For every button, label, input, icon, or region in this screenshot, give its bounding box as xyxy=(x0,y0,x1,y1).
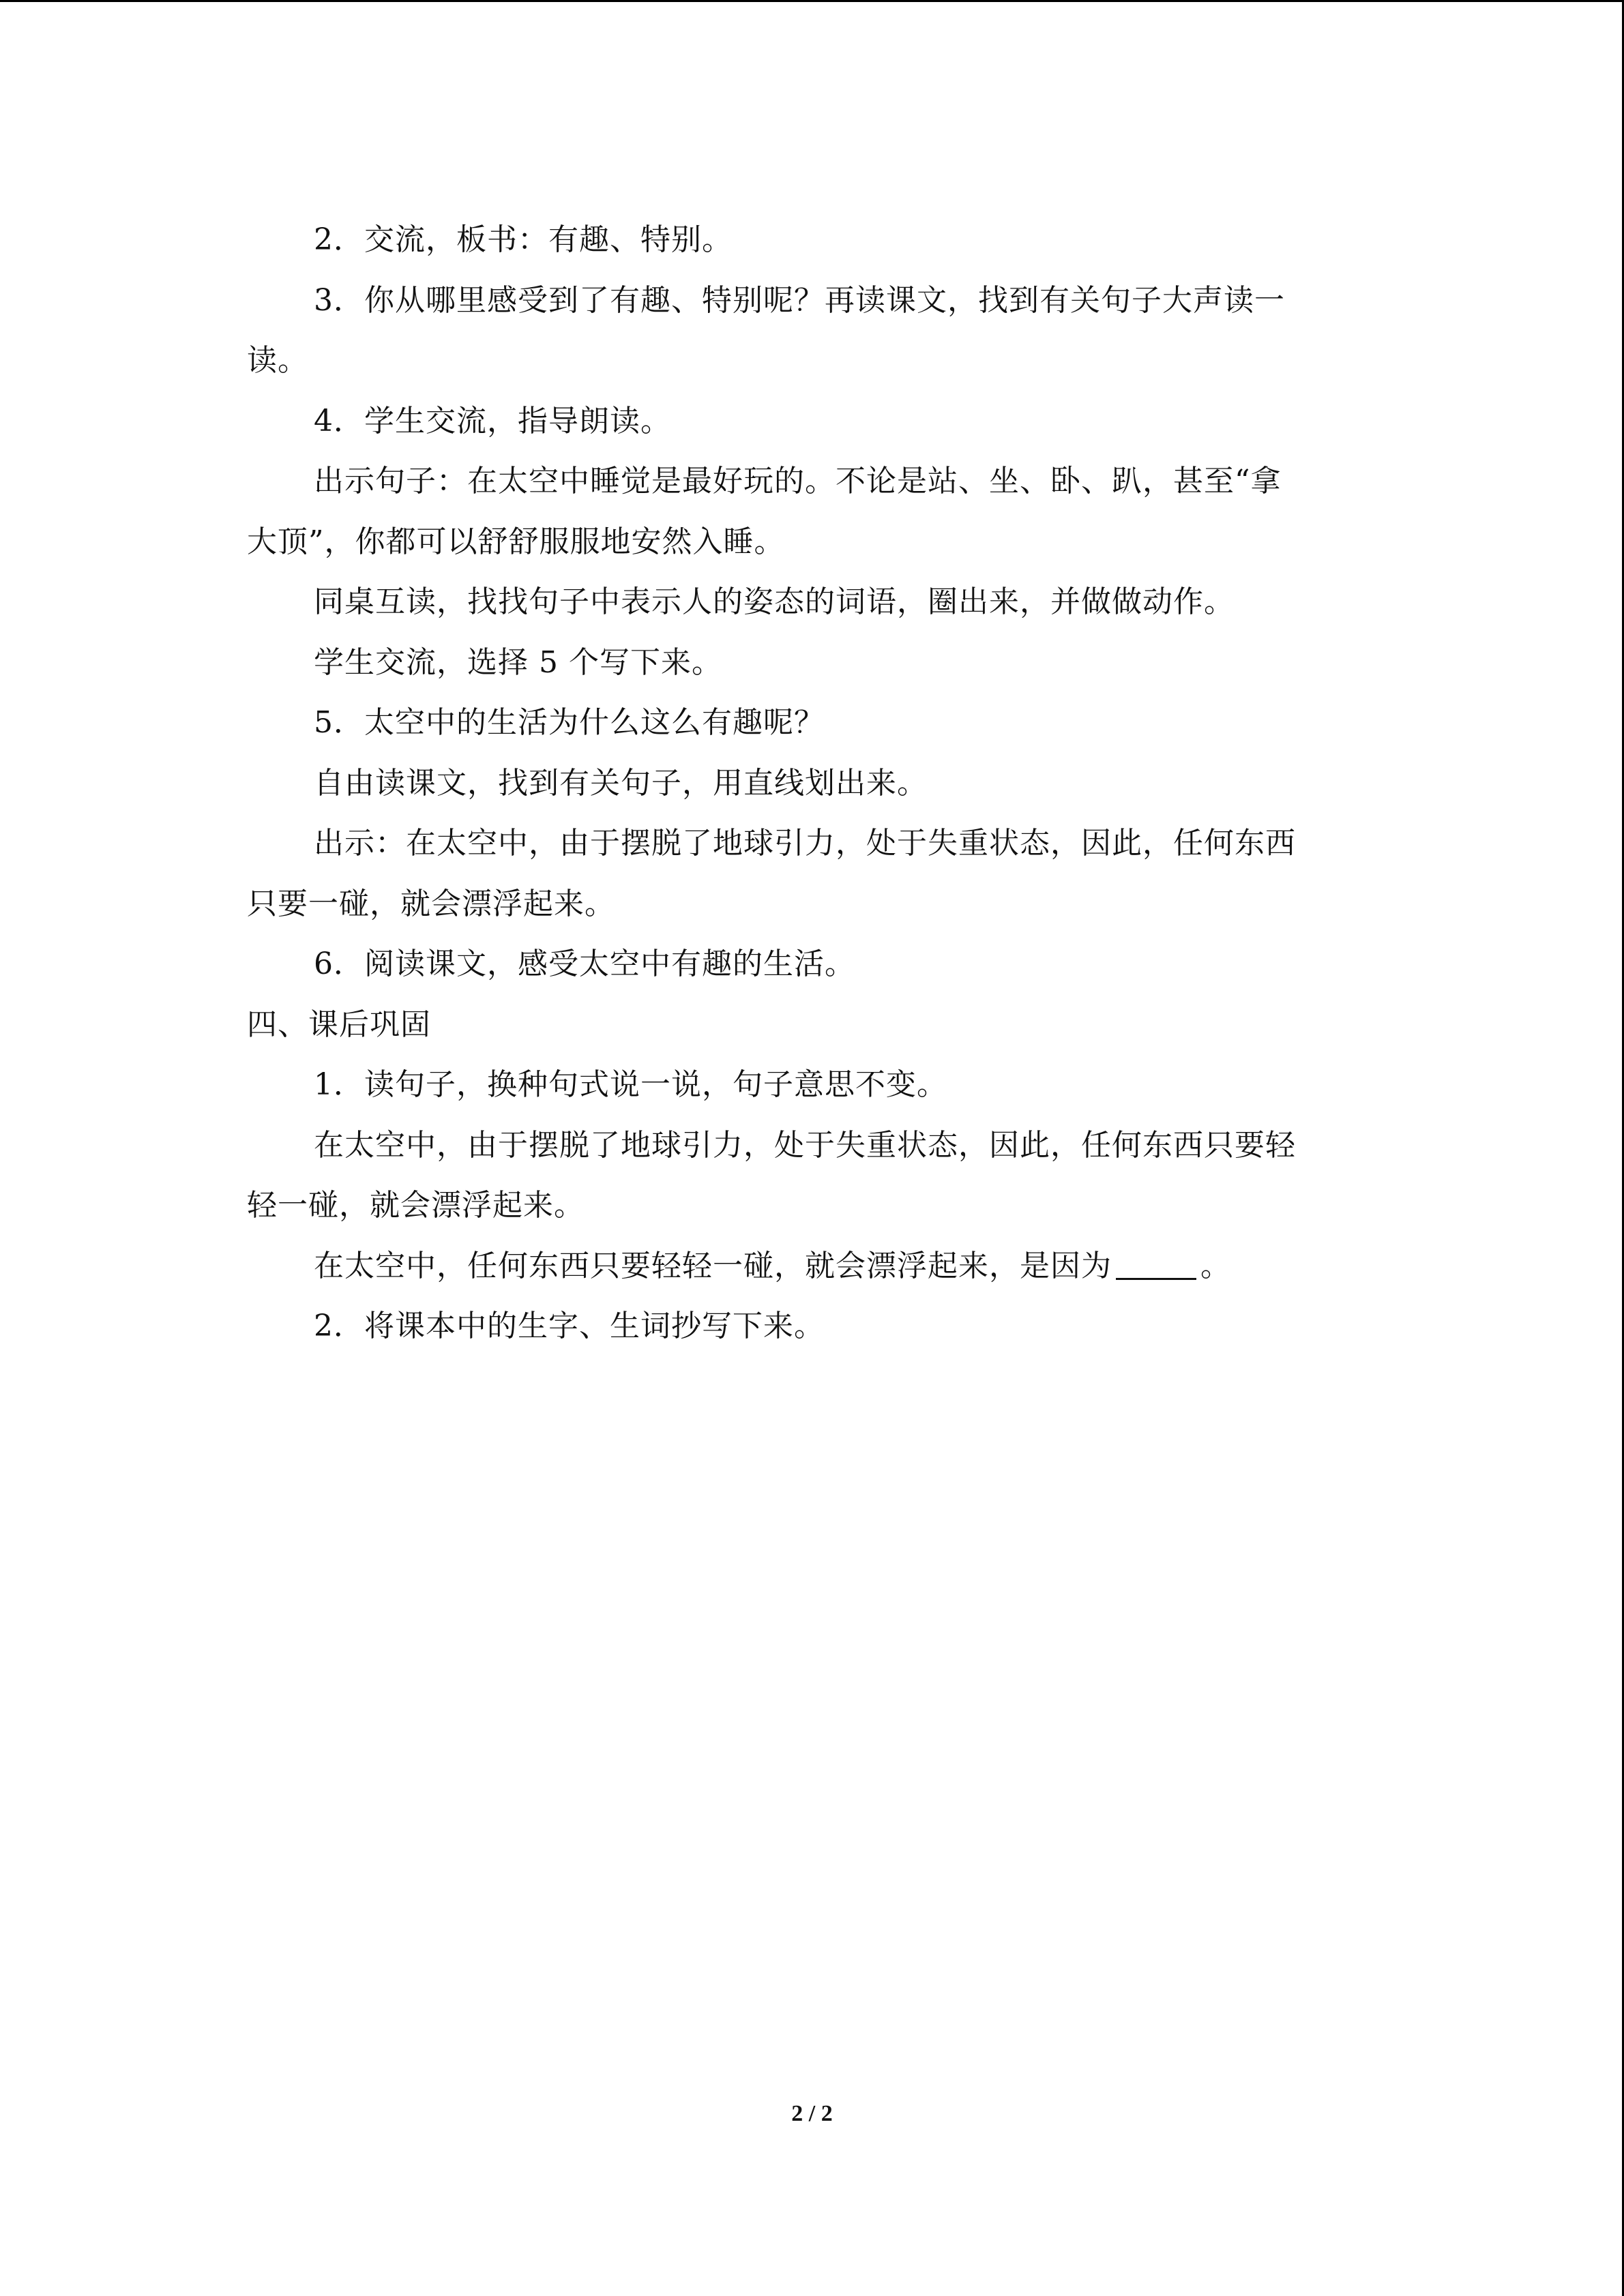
paragraph-line: 2．将课本中的生字、生词抄写下来。 xyxy=(314,1309,825,1343)
paragraph-line: 大顶”，你都可以舒舒服服地安然入睡。 xyxy=(247,524,785,559)
paragraph-line: 读。 xyxy=(247,343,308,378)
paragraph-line: 出示句子：在太空中睡觉是最好玩的。不论是站、坐、卧、趴，甚至“拿 xyxy=(314,464,1282,498)
paragraph-line: 1．读句子，换种句式说一说，句子意思不变。 xyxy=(314,1067,947,1102)
document-body xyxy=(247,210,1365,1357)
answer-blank xyxy=(1116,1248,1196,1280)
paragraph-line: 6．阅读课文，感受太空中有趣的生活。 xyxy=(314,946,855,981)
paragraph-line: 2．交流，板书：有趣、特别。 xyxy=(314,222,733,257)
paragraph-line: 4．学生交流，指导朗读。 xyxy=(314,403,671,438)
fill-in-blank-line xyxy=(247,1236,1365,1297)
fill-in-prompt: 在太空中，任何东西只要轻轻一碰，就会漂浮起来，是因为 xyxy=(314,1248,1112,1283)
paragraph-line: 3．你从哪里感受到了有趣、特别呢？再读课文，找到有关句子大声读一 xyxy=(314,282,1285,318)
paragraph-line: 学生交流，选择 5 个写下来。 xyxy=(314,644,722,680)
paragraph-line: 出示：在太空中，由于摆脱了地球引力，处于失重状态，因此，任何东西 xyxy=(314,826,1296,861)
page-number: 2 / 2 xyxy=(791,2101,833,2126)
paragraph-line: 轻一碰，就会漂浮起来。 xyxy=(247,1188,585,1223)
paragraph-line: 在太空中，由于摆脱了地球引力，处于失重状态，因此，任何东西只要轻 xyxy=(314,1127,1296,1163)
paragraph-line: 同桌互读，找找句子中表示人的姿态的词语，圈出来，并做做动作。 xyxy=(314,584,1235,619)
paragraph-line: 只要一碰，就会漂浮起来。 xyxy=(247,886,615,921)
section-heading: 四、课后巩固 xyxy=(247,1007,431,1042)
fill-in-suffix: 。 xyxy=(1200,1248,1231,1283)
paragraph-line: 自由读课文，找到有关句子，用直线划出来。 xyxy=(314,765,928,801)
paragraph-line: 5．太空中的生活为什么这么有趣呢？ xyxy=(314,705,825,740)
